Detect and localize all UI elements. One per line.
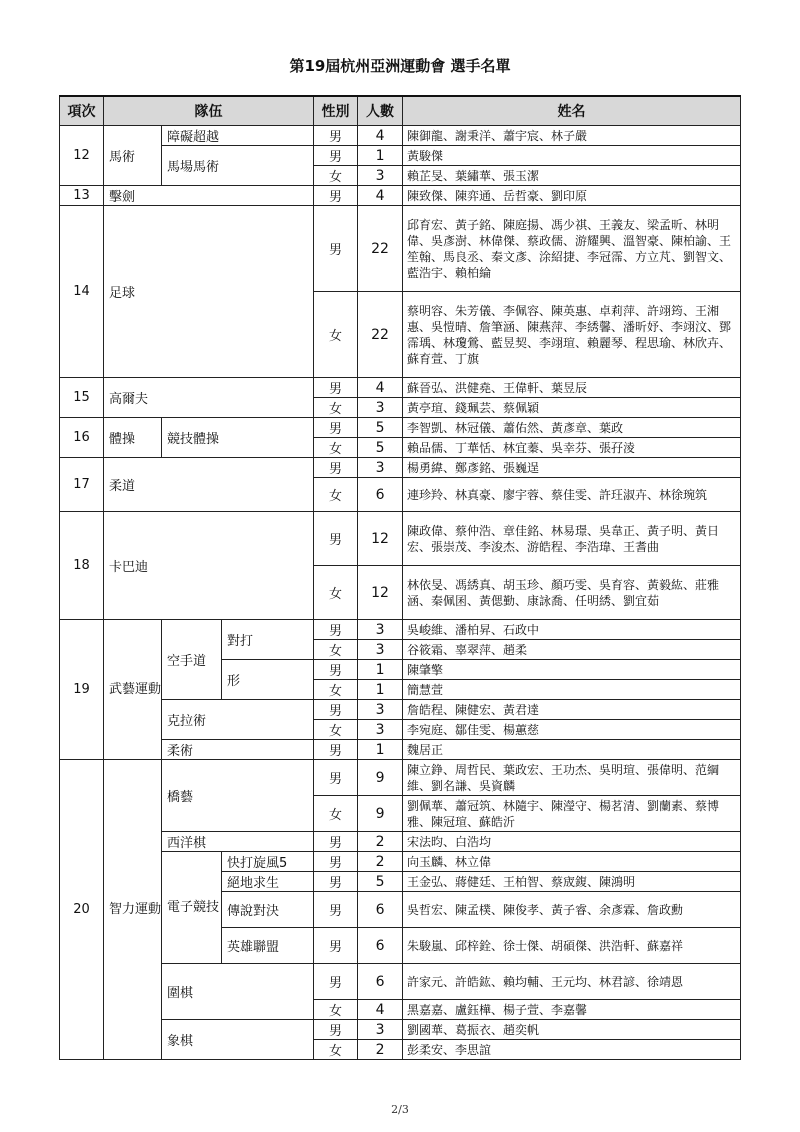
count: 6	[358, 892, 403, 928]
gender: 男	[314, 206, 358, 292]
gender: 男	[314, 700, 358, 720]
gender: 男	[314, 512, 358, 566]
event-name: 電子競技	[162, 852, 222, 964]
athlete-names: 吳峻維、潘柏昇、石政中	[403, 620, 741, 640]
athlete-names: 簡慧萱	[403, 680, 741, 700]
athlete-names: 邱育宏、黃子銘、陳庭揚、馮少祺、王義友、梁孟昕、林明偉、吳彥澍、林偉傑、蔡政儒、游耀興、溫智豪、陳柏諭、王笙翰、馬良丞、秦文彥、涂紹捷、李冠霈、方立芃、劉智文、藍浩宇、賴柏綸	[403, 206, 741, 292]
item-number: 12	[60, 126, 104, 186]
athlete-names: 李宛庭、鄒佳雯、楊蕙慈	[403, 720, 741, 740]
discipline-name: 英雄聯盟	[222, 928, 314, 964]
athlete-names: 宋法昀、白浩均	[403, 832, 741, 852]
discipline-name: 對打	[222, 620, 314, 660]
gender: 女	[314, 796, 358, 832]
athlete-names: 彭柔安、李思誼	[403, 1040, 741, 1060]
athlete-names: 賴芷旻、葉繡華、張玉潔	[403, 166, 741, 186]
table-row	[60, 512, 741, 566]
gender: 女	[314, 438, 358, 458]
gender: 男	[314, 1020, 358, 1040]
item-number: 16	[60, 418, 104, 458]
table-row	[60, 1020, 741, 1040]
count: 3	[358, 458, 403, 478]
athlete-names: 劉佩華、蕭冠筑、林隨宇、陳瀅守、楊茗清、劉蘭素、蔡博雅、陳冠瑄、蘇皓沂	[403, 796, 741, 832]
count: 2	[358, 852, 403, 872]
athlete-names: 連珍羚、林真豪、廖宇蓉、蔡佳雯、許玨淑卉、林徐琬筑	[403, 478, 741, 512]
athlete-names: 賴品儒、丁華恬、林宜蓁、吳幸芬、張孖淩	[403, 438, 741, 458]
table-row	[60, 620, 741, 640]
gender: 女	[314, 1000, 358, 1020]
gender: 女	[314, 292, 358, 378]
gender: 男	[314, 964, 358, 1000]
count: 12	[358, 566, 403, 620]
gender: 女	[314, 566, 358, 620]
table-row	[60, 832, 741, 852]
event-name: 柔術	[162, 740, 314, 760]
sport-name: 智力運動	[104, 760, 162, 1060]
table-row	[60, 186, 741, 206]
count: 1	[358, 146, 403, 166]
discipline-name: 快打旋風5	[222, 852, 314, 872]
item-number: 19	[60, 620, 104, 760]
count: 6	[358, 964, 403, 1000]
sport-name: 馬術	[104, 126, 162, 186]
gender: 女	[314, 478, 358, 512]
table-row	[60, 206, 741, 292]
gender: 男	[314, 458, 358, 478]
header-names: 姓名	[403, 96, 741, 126]
header-gender: 性別	[314, 96, 358, 126]
event-name: 障礙超越	[162, 126, 314, 146]
count: 3	[358, 640, 403, 660]
count: 4	[358, 378, 403, 398]
gender: 男	[314, 928, 358, 964]
athlete-names: 李智凱、林冠儀、蕭佑然、黃彥章、葉政	[403, 418, 741, 438]
count: 4	[358, 186, 403, 206]
count: 1	[358, 680, 403, 700]
athlete-names: 朱駿嵐、邱梓銓、徐士傑、胡碩傑、洪浩軒、蘇嘉祥	[403, 928, 741, 964]
athlete-names: 楊勇緯、鄭彥銘、張巍逞	[403, 458, 741, 478]
sport-name: 足球	[104, 206, 314, 378]
athlete-names: 向玉麟、林立偉	[403, 852, 741, 872]
athlete-names: 魏居正	[403, 740, 741, 760]
gender: 男	[314, 760, 358, 796]
count: 12	[358, 512, 403, 566]
event-name: 橋藝	[162, 760, 314, 832]
count: 1	[358, 740, 403, 760]
page-number: 2/3	[391, 1103, 409, 1116]
count: 5	[358, 872, 403, 892]
athlete-names: 陳立錚、周哲民、葉政宏、王功杰、吳明瑄、張偉明、范綱維、劉名謙、吳資麟	[403, 760, 741, 796]
discipline-name: 形	[222, 660, 314, 700]
count: 3	[358, 166, 403, 186]
table-row	[60, 852, 741, 872]
table-row	[60, 126, 741, 146]
header-row	[60, 96, 741, 126]
count: 4	[358, 1000, 403, 1020]
athlete-names: 陳御龍、謝秉洋、蕭宇宸、林子嚴	[403, 126, 741, 146]
sport-name: 體操	[104, 418, 162, 458]
item-number: 13	[60, 186, 104, 206]
sport-name: 柔道	[104, 458, 314, 512]
gender: 男	[314, 740, 358, 760]
count: 6	[358, 928, 403, 964]
gender: 男	[314, 378, 358, 398]
athlete-names: 蘇晉弘、洪健堯、王偉軒、葉昱辰	[403, 378, 741, 398]
athlete-names: 陳肇擎	[403, 660, 741, 680]
count: 3	[358, 398, 403, 418]
table-row	[60, 458, 741, 478]
athlete-names: 黃亭瑄、錢珮芸、蔡佩穎	[403, 398, 741, 418]
gender: 女	[314, 1040, 358, 1060]
count: 2	[358, 1040, 403, 1060]
athlete-roster-table	[59, 95, 741, 1060]
count: 1	[358, 660, 403, 680]
count: 3	[358, 620, 403, 640]
gender: 男	[314, 418, 358, 438]
athlete-names: 陳政偉、蔡仲浩、章佳銘、林易璟、吳韋正、黃子明、黃日宏、張崇茂、李浚杰、游皓程、李浩瑋、王耆曲	[403, 512, 741, 566]
item-number: 15	[60, 378, 104, 418]
gender: 男	[314, 852, 358, 872]
count: 3	[358, 720, 403, 740]
count: 3	[358, 1020, 403, 1040]
table-row	[60, 378, 741, 398]
gender: 男	[314, 892, 358, 928]
gender: 男	[314, 146, 358, 166]
count: 9	[358, 796, 403, 832]
item-number: 20	[60, 760, 104, 1060]
gender: 女	[314, 398, 358, 418]
gender: 男	[314, 872, 358, 892]
count: 6	[358, 478, 403, 512]
sport-name: 卡巴迪	[104, 512, 314, 620]
item-number: 17	[60, 458, 104, 512]
header-count: 人數	[358, 96, 403, 126]
sport-name: 擊劍	[104, 186, 314, 206]
athlete-names: 蔡明容、朱芳儀、李佩容、陳英惠、卓莉萍、許翊筠、王湘惠、吳愷晴、詹筆涵、陳燕萍、李綉馨、潘昕妤、李翊汶、鄧霈瑀、林瓊鶯、藍昱契、李翊瑄、賴麗琴、程思瑜、林欣卉、蘇育萱、丁旗	[403, 292, 741, 378]
gender: 男	[314, 186, 358, 206]
gender: 女	[314, 680, 358, 700]
event-name: 象棋	[162, 1020, 314, 1060]
table-row	[60, 740, 741, 760]
count: 3	[358, 700, 403, 720]
gender: 女	[314, 640, 358, 660]
table-row	[60, 760, 741, 796]
count: 5	[358, 418, 403, 438]
event-name: 克拉術	[162, 700, 314, 740]
athlete-names: 許家元、許皓鈜、賴均輔、王元均、林君諺、徐靖恩	[403, 964, 741, 1000]
event-name: 西洋棋	[162, 832, 314, 852]
gender: 男	[314, 620, 358, 640]
event-name: 圍棋	[162, 964, 314, 1020]
count: 2	[358, 832, 403, 852]
sport-name: 高爾夫	[104, 378, 314, 418]
athlete-names: 王金弘、蔣健廷、王柏智、蔡宬鍑、陳鴻明	[403, 872, 741, 892]
table-row	[60, 146, 741, 166]
athlete-names: 黑嘉嘉、盧鈺樺、楊子萱、李嘉馨	[403, 1000, 741, 1020]
count: 9	[358, 760, 403, 796]
gender: 女	[314, 720, 358, 740]
gender: 男	[314, 660, 358, 680]
discipline-name: 絕地求生	[222, 872, 314, 892]
athlete-names: 谷筱霜、辜翠萍、趙柔	[403, 640, 741, 660]
gender: 男	[314, 832, 358, 852]
count: 4	[358, 126, 403, 146]
count: 22	[358, 206, 403, 292]
item-number: 14	[60, 206, 104, 378]
discipline-name: 傳說對決	[222, 892, 314, 928]
table-row	[60, 700, 741, 720]
athlete-names: 林依旻、馮綉真、胡玉珍、顏巧雯、吳育容、黃毅紘、莊雅涵、秦佩囷、黃偲勤、康詠喬、任明綉、劉宜茹	[403, 566, 741, 620]
event-name: 競技體操	[162, 418, 314, 458]
athlete-names: 陳致傑、陳弈通、岳哲豪、劉印原	[403, 186, 741, 206]
header-team: 隊伍	[104, 96, 314, 126]
athlete-names: 詹皓程、陳健宏、黃君達	[403, 700, 741, 720]
gender: 男	[314, 126, 358, 146]
item-number: 18	[60, 512, 104, 620]
event-name: 馬場馬術	[162, 146, 314, 186]
table-row	[60, 418, 741, 438]
athlete-names: 黃駿傑	[403, 146, 741, 166]
gender: 女	[314, 166, 358, 186]
athlete-names: 劉國華、葛振衣、趙奕帆	[403, 1020, 741, 1040]
header-item: 項次	[60, 96, 104, 126]
page-title: 第19屆杭州亞洲運動會 選手名單	[289, 57, 511, 75]
sport-name: 武藝運動	[104, 620, 162, 760]
count: 22	[358, 292, 403, 378]
event-name: 空手道	[162, 620, 222, 700]
table-row	[60, 964, 741, 1000]
athlete-names: 吳哲宏、陳孟樸、陳俊孝、黃子睿、余彥霖、詹政勳	[403, 892, 741, 928]
count: 5	[358, 438, 403, 458]
